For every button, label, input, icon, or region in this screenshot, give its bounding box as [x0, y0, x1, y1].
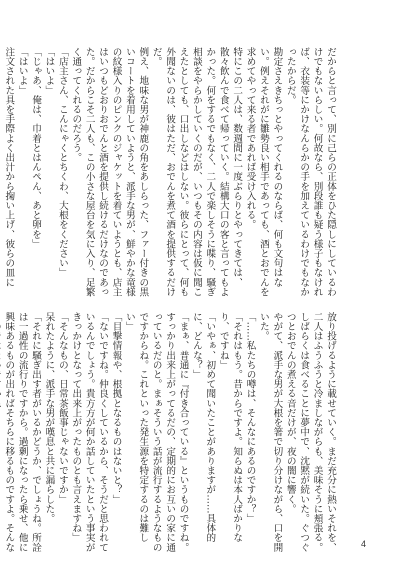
dialogue-line: 「いやぁ、初めて聞いたことがありますが……具体的に、どんな？」	[190, 312, 216, 543]
body-text-bottom-block	[3, 312, 337, 555]
dialogue-line: 「……私たちの噂は、そんなにあるのですか？」	[244, 312, 256, 524]
paragraph: だからと言って、別に己らの正体をひた隠しにしているわけでもないらしい。何故なら、別段誰も疑う様子もなければ、衣装等にかけなんらかの手を加えているわけでもなかったからだ。	[284, 47, 336, 297]
dialogue-line: 「はいよ」	[16, 47, 28, 95]
dialogue-line: 「はいよ」	[43, 47, 55, 95]
paragraph: 呆れたように、派手な男が嘆息と共に漏らした。	[43, 312, 55, 524]
dialogue-line: 「それに騒ぎ出す者がいるかどうか、でしょうね。所詮は一過性の流行りですから。過剰になったら乗せ、他に興味あるものが出ればそちらに移るものですよ。そんな	[3, 312, 42, 552]
page-number: 4	[360, 539, 366, 549]
dialogue-line: 「店主さん、こんにゃくとちくわ、大根をください」	[56, 47, 68, 278]
dialogue-line: 「目撃情報や、根拠となるものはないと？」	[110, 312, 122, 504]
dialogue-line: 「じゃあ、俺は、巾着とはんぺん、あと卵を」	[30, 47, 42, 249]
dialogue-line: 「そんなもの、日常茶飯事じゃないですか」	[56, 312, 68, 504]
dialogue-line: 「ないですね。仲良くしているから、そうだと思われているんでしょう。貴方方が何か話していたという事実がきっかけとなって出来上がったものとも言えますね」	[70, 312, 109, 552]
paragraph: 例え、地味な男が神鹿の角をあしらった、ファー付きの黒いコートを着用していようと、派手な男が、鮮やかな竜様の紋様入りのピンクのジャケットを着ていようとも、店主はいつもどおりおでんと酒を提供し続けるだけなのであった。だからこそ二人も、この小さな屋台を気に入り、足繁く通ってくれるのだろう。	[70, 47, 149, 297]
paragraph: 放り投げるように載せていく。まだ充分に熱いそれを、二人はふうふうと冷ましながらも、美味そうに頬張る。	[311, 312, 336, 552]
paragraph: 注文された具を手際よく出汁から掬い上げ、彼らの皿に	[3, 47, 15, 287]
paragraph: しばらくは食べることに夢中で、沈黙が続いた。ぐつぐつとおでんの煮える音だけが、夜の闇に響く。	[284, 312, 310, 552]
dialogue-line: 「まぁ、普通に『付き合っている』というものですね。すっかり出来上がってるだの、定期的にお互いの家に通っているだのと。まぁそういう話が流行するようなものですからね。これといった発生源を特定するのは難しい」	[123, 312, 189, 552]
paragraph: 勘定さえきちっとやってくれるのならば、何も文句はない。例えそれがに雛勢良い相手であっても、酒とおでんを求めてやって来る者であれば受け入れる。	[244, 47, 283, 297]
body-text-top-block	[3, 47, 337, 300]
paragraph: やがて、派手な男が大根を箸で切り分けながら、口を開いた。	[257, 312, 283, 552]
dialogue-line: 「それはもう。昔からですよ。知らぬは本人ばかりなり、ですね」	[217, 312, 243, 543]
paragraph: 特にこの二人は、数週間に一度ぶらりとやってきては、散々飲んで食べて帰っていく。結構大口の客と言ってもよかった。何をするでもなく、二人で楽しそうに喋り、騒ぎ相談をやらかしていくのだが、いつもその内容は仮に聞こえたとしても、口出しなどはしない。彼らにとって、何も外聞ないのは、彼はただ、おでんを煮て酒を提供するだけだ。	[150, 47, 243, 297]
